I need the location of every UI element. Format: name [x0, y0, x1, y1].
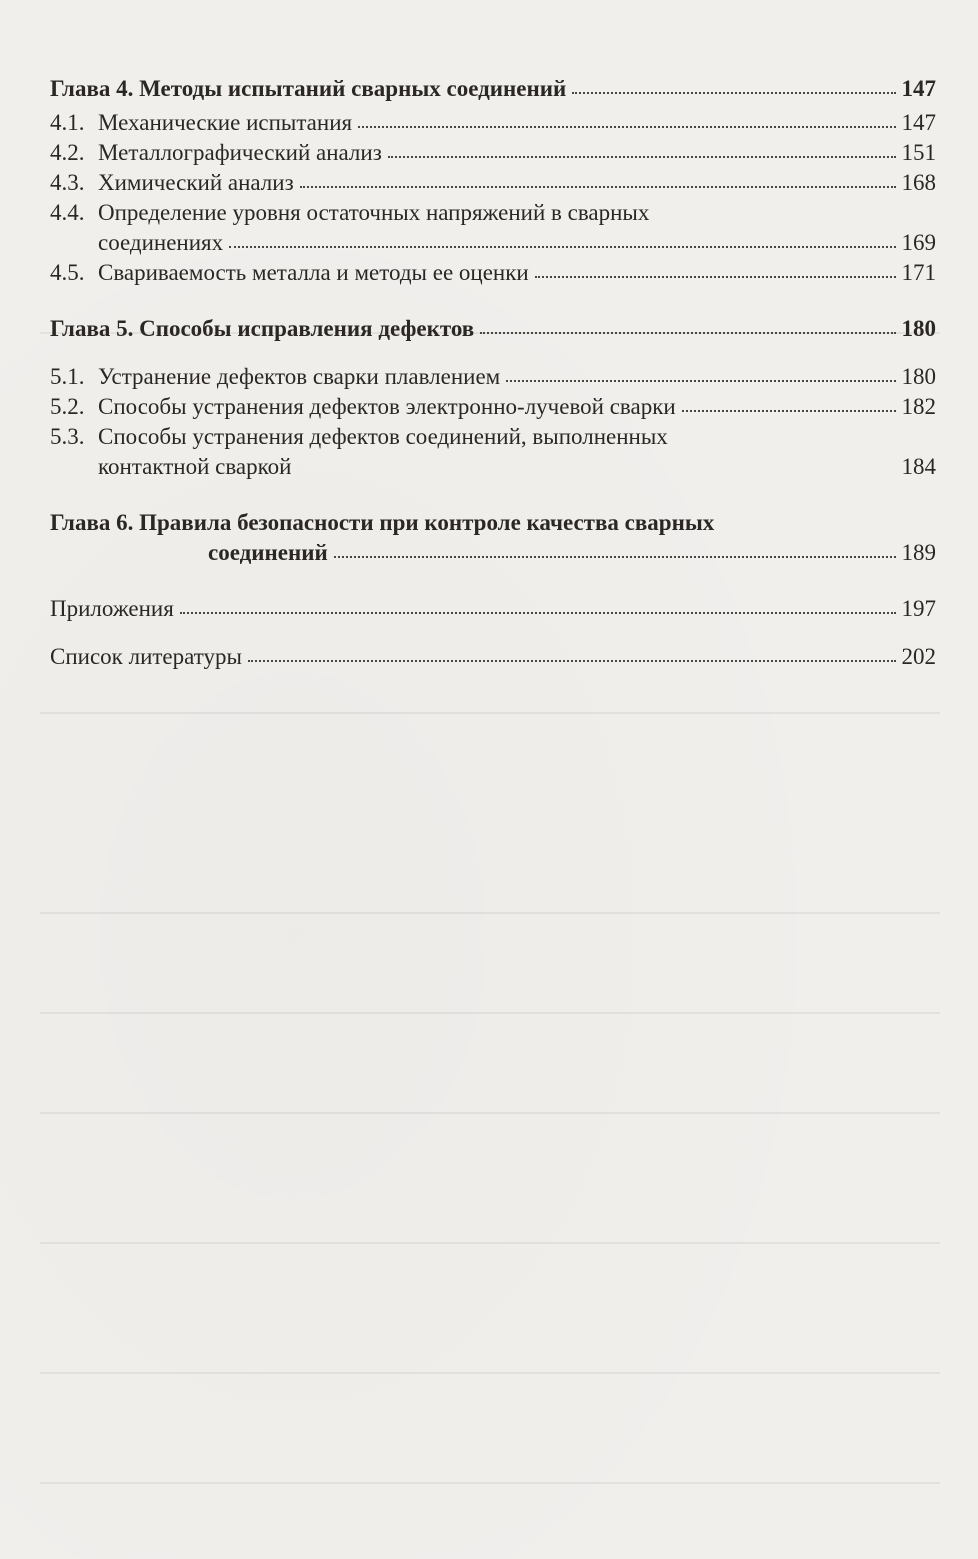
page-number: 147	[901, 76, 936, 101]
section-number: 4.4.	[50, 200, 85, 225]
toc-section-5-1	[50, 362, 936, 392]
toc-chapter-6	[50, 508, 936, 568]
toc-appendix	[50, 594, 936, 624]
dot-leader	[506, 374, 895, 382]
dot-leader	[480, 326, 895, 334]
section-number: 5.1.	[50, 364, 85, 389]
section-title: Механические испытания	[98, 110, 353, 135]
section-title: Свариваемость металла и методы ее оценки	[98, 260, 529, 285]
dot-leader	[358, 120, 895, 128]
section-title: Устранение дефектов сварки плавлением	[98, 364, 501, 389]
section-number: 5.2.	[50, 394, 85, 419]
page-number: 180	[901, 364, 936, 389]
toc-chapter-5	[50, 314, 936, 344]
toc-bibliography	[50, 642, 936, 672]
page-number: 169	[901, 230, 936, 255]
section-title: Химический анализ	[98, 170, 294, 195]
toc-section-4-3	[50, 168, 936, 198]
toc-section-4-5	[50, 258, 936, 288]
page-number: 171	[901, 260, 936, 285]
chapter-title-line2: соединений	[208, 540, 328, 565]
section-number: 5.3.	[50, 424, 85, 449]
dot-leader	[248, 654, 896, 662]
section-number: 4.5.	[50, 260, 85, 285]
section-number: 4.1.	[50, 110, 85, 135]
dot-leader	[388, 150, 896, 158]
toc-section-4-1	[50, 108, 936, 138]
section-title: Металлографический анализ	[98, 140, 382, 165]
page-number: 182	[901, 394, 936, 419]
dot-leader	[229, 240, 895, 248]
chapter-title-line1: Глава 6. Правила безопасности при контроле качества сварных	[50, 510, 715, 535]
page-number: 168	[901, 170, 936, 195]
toc-chapter-4	[50, 74, 936, 104]
page-number: 197	[901, 596, 936, 621]
section-title-line1: Способы устранения дефектов соединений, выполненных	[98, 424, 668, 449]
section-title: Способы устранения дефектов электронно-лучевой сварки	[98, 394, 676, 419]
page-number: 184	[901, 454, 936, 479]
dot-leader	[180, 606, 896, 614]
table-of-contents	[50, 74, 936, 672]
page-number: 151	[901, 140, 936, 165]
section-number: 4.3.	[50, 170, 85, 195]
dot-leader	[682, 404, 896, 412]
chapter-title: Глава 5. Способы исправления дефектов	[50, 316, 475, 341]
page-number: 180	[901, 316, 936, 341]
chapter-title: Глава 4. Методы испытаний сварных соединений	[50, 76, 567, 101]
page-number: 202	[901, 644, 936, 669]
page-number: 189	[901, 540, 936, 565]
dot-leader	[300, 180, 896, 188]
section-title-line2: контактной сваркой	[98, 454, 292, 479]
dot-leader	[535, 270, 896, 278]
toc-section-4-2	[50, 138, 936, 168]
section-title-line1: Определение уровня остаточных напряжений в сварных	[98, 200, 650, 225]
toc-section-5-2	[50, 392, 936, 422]
toc-section-4-4	[50, 198, 936, 258]
appendix-title: Приложения	[50, 596, 174, 621]
page-number: 147	[901, 110, 936, 135]
toc-section-5-3	[50, 422, 936, 482]
section-number: 4.2.	[50, 140, 85, 165]
dot-leader	[297, 464, 895, 472]
dot-leader	[572, 86, 895, 94]
section-title-line2: соединениях	[98, 230, 224, 255]
dot-leader	[334, 550, 896, 558]
bibliography-title: Список литературы	[50, 644, 242, 669]
